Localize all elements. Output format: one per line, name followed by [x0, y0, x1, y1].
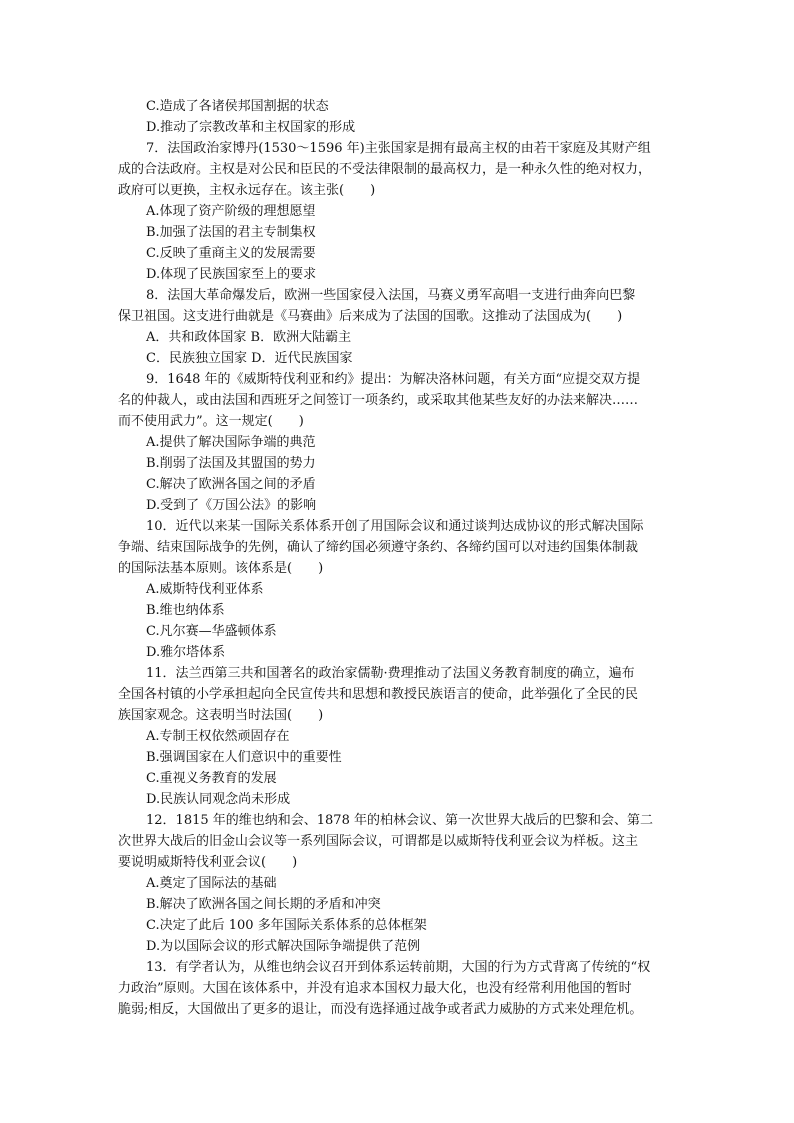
q11-option-c: C.重视义务教育的发展 [146, 771, 277, 786]
q7-stem-line: 成的合法政府。主权是对公民和臣民的不受法律限制的最高权力，是一种永久性的绝对权力， [118, 162, 652, 177]
q10-option-d: D.雅尔塔体系 [146, 645, 226, 660]
q11-option-d: D.民族认同观念尚未形成 [146, 792, 291, 807]
q12-stem-line: 次世界大战后的旧金山会议等一系列国际会议，可谓都是以威斯特伐利亚会议为样板。这主 [118, 834, 639, 849]
q9-option-c: C.解决了欧洲各国之间的矛盾 [146, 477, 316, 492]
q9-stem-line: 9．1648 年的《威斯特伐利亚和约》提出：为解决洛林问题，有关方面“应提交双方提 [146, 372, 641, 387]
q12-stem-line: 12．1815 年的维也纳和会、1878 年的柏林会议、第一次世界大战后的巴黎和会、第二 [146, 813, 653, 828]
q7-option-c: C.反映了重商主义的发展需要 [146, 246, 316, 261]
q12-option-c: C.决定了此后 100 多年国际关系体系的总体框架 [146, 918, 427, 933]
q13-stem-line: 13．有学者认为，从维也纳会议召开到体系运转前期，大国的行为方式背离了传统的“权 [146, 960, 651, 975]
q10-option-b: B.维也纳体系 [146, 603, 225, 618]
q11-option-b: B.强调国家在人们意识中的重要性 [146, 750, 342, 765]
q13-stem-line: 脆弱;相反，大国做出了更多的退让，而没有选择通过战争或者武力威胁的方式来处理危机。 [118, 1002, 643, 1017]
q9-option-d: D.受到了《万国公法》的影响 [146, 498, 317, 513]
q8-stem-line: 8．法国大革命爆发后，欧洲一些国家侵入法国，马赛义勇军高唱一支进行曲奔向巴黎 [146, 288, 636, 303]
q11-stem-line: 族国家观念。这表明当时法国( ) [118, 708, 324, 723]
q9-stem-line: 而不使用武力”。这一规定( ) [118, 414, 304, 429]
q11-stem-line: 11．法兰西第三共和国著名的政治家儒勒·费理推动了法国义务教育制度的确立，遍布 [146, 666, 635, 681]
q7-option-b: B.加强了法国的君主专制集权 [146, 225, 316, 240]
q12-option-d: D.为以国际会议的形式解决国际争端提供了范例 [146, 939, 421, 954]
q11-stem-line: 全国各村镇的小学承担起向全民宣传共和思想和教授民族语言的使命，此举强化了全民的民 [118, 687, 639, 702]
q11-option-a: A.专制王权依然顽固存在 [146, 729, 290, 744]
q10-stem-line: 10．近代以来某一国际关系体系开创了用国际会议和通过谈判达成协议的形式解决国际 [146, 519, 644, 534]
q6-option-d: D.推动了宗教改革和主权国家的形成 [146, 120, 356, 135]
q9-option-b: B.削弱了法国及其盟国的势力 [146, 456, 316, 471]
q7-stem-line: 政府可以更换，主权永远存在。该主张( ) [118, 183, 376, 198]
q6-option-c: C.造成了各诸侯邦国割据的状态 [146, 99, 329, 114]
q7-option-a: A.体现了资产阶级的理想愿望 [146, 204, 316, 219]
q10-stem-line: 争端、结束国际战争的先例，确认了缔约国必须遵守条约、各缔约国可以对违约国集体制裁 [118, 540, 639, 555]
q13-stem-line: 力政治”原则。大国在该体系中，并没有追求本国权力最大化，也没有经常利用他国的暂时 [118, 981, 632, 996]
q12-stem-line: 要说明威斯特伐利亚会议( ) [118, 855, 298, 870]
q12-option-b: B.解决了欧洲各国之间长期的矛盾和冲突 [146, 897, 381, 912]
q8-stem-line: 保卫祖国。这支进行曲就是《马赛曲》后来成为了法国的国歌。这推动了法国成为( ) [118, 309, 623, 324]
q9-stem-line: 名的仲裁人，或由法国和西班牙之间签订一项条约，或采取其他某些友好的办法来解决…… [118, 393, 639, 408]
q10-option-c: C.凡尔赛—华盛顿体系 [146, 624, 277, 639]
q8-options-ab: A．共和政体国家 B．欧洲大陆霸主 [146, 330, 352, 345]
q10-stem-line: 的国际法基本原则。该体系是( ) [118, 561, 324, 576]
q7-stem-line: 7．法国政治家博丹(1530～1596 年)主张国家是拥有最高主权的由若干家庭及其财产组 [146, 141, 651, 156]
q9-option-a: A.提供了解决国际争端的典范 [146, 435, 316, 450]
q7-option-d: D.体现了民族国家至上的要求 [146, 267, 317, 282]
q12-option-a: A.奠定了国际法的基础 [146, 876, 277, 891]
q10-option-a: A.威斯特伐利亚体系 [146, 582, 264, 597]
q8-options-cd: C．民族独立国家 D．近代民族国家 [146, 351, 353, 366]
